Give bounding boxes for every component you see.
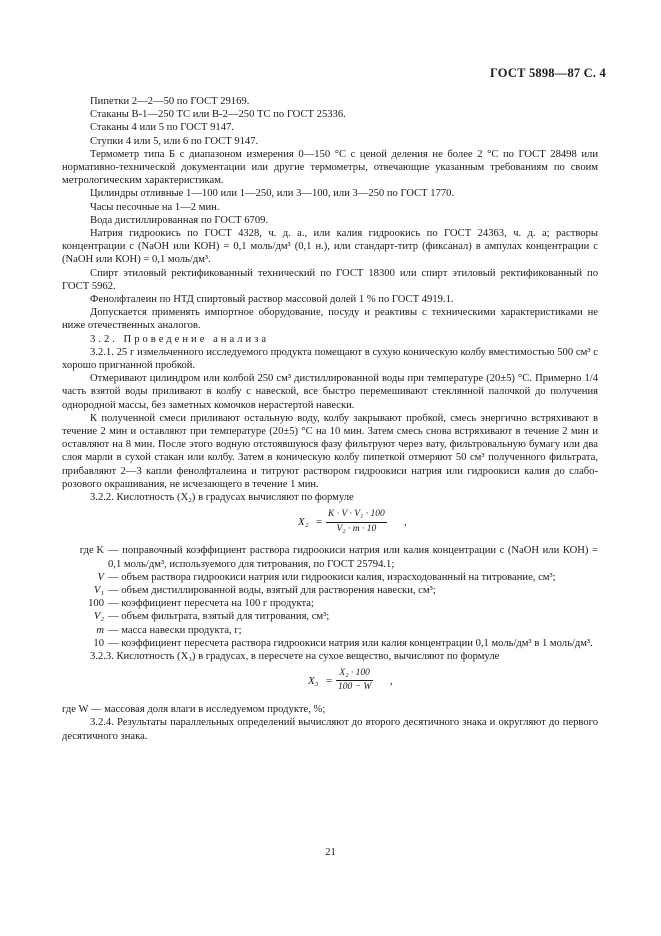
paragraph: Спирт этиловый ректификованный технический по ГОСТ 18300 или спирт этиловый ректификованный по ГОСТ 5962.	[62, 267, 598, 292]
formula-equals: =	[316, 516, 323, 529]
formula-fraction	[336, 667, 373, 694]
definition-row	[62, 597, 598, 610]
paragraph: 3.2.3. Кислотность (X₃) в градусах, в пересчете на сухое вещество, вычисляют по формуле	[90, 650, 500, 662]
definition-text: — коэффициент пересчета на 100 г продукта;	[108, 598, 314, 610]
definition-symbol: 100	[88, 598, 104, 610]
formula-denominator: V₂ · m · 10	[336, 523, 377, 534]
definition-symbol: где K	[79, 545, 104, 557]
paragraph: Фенолфталеин по НТД спиртовый раствор массовой долей 1 % по ГОСТ 4919.1.	[90, 294, 454, 306]
paragraph: 3.2.1. 25 г измельченного исследуемого продукта помещают в сухую коническую колбу вместимостью 500 см³ с хорошо пригнанной пробкой.	[62, 346, 598, 372]
paragraph: Допускается применять импортное оборудование, посуду и реактивы с техническими характеристиками не ниже отечественных аналогов.	[62, 307, 598, 332]
paragraph: Стаканы В-1—250 ТС или В-2—250 ТС по ГОСТ 25336.	[90, 109, 346, 121]
definition-row	[62, 624, 598, 637]
definition-symbol: m	[96, 624, 104, 636]
definition-row	[62, 584, 598, 597]
formula-denominator: 100 − W	[338, 682, 372, 693]
formula-equals: =	[326, 675, 333, 688]
page-number: 21	[325, 847, 336, 858]
formula-numerator: X₂ · 100	[336, 667, 373, 681]
formula-x2	[62, 504, 598, 544]
formula-comma: ,	[404, 516, 407, 529]
formula-numerator: K · V · V₁ · 100	[326, 508, 387, 522]
definition-text: — объем дистиллированной воды, взятый для растворения навески, см³;	[108, 584, 436, 596]
paragraph: Натрия гидроокись по ГОСТ 4328, ч. д. а., или калия гидроокись по ГОСТ 24363, ч. д. а; растворы концентрации с (NaOH или КОН) = 0,1 моль/дм³ (0,1 н.), или стандарт-титр (фиксанал) в ампулах концентрации с (NaOH или КОН) = 0,1 моль/дм³.	[62, 228, 598, 266]
paragraph: Термометр типа Б с диапазоном измерения 0—150 °С с ценой деления не более 2 °С по ГОСТ 28498 или нормативно-технической документации или другие термометры, отвечающие указанным требованиям по своим метрологическим характеристикам.	[62, 148, 598, 187]
paragraph: где W — массовая доля влаги в исследуемом продукте, %;	[62, 704, 326, 716]
definition-symbol: 10	[93, 637, 104, 649]
paragraph: 3.2.2. Кислотность (X₂) в градусах вычисляют по формуле	[90, 492, 354, 504]
definition-text: — объем фильтрата, взятый для титрования, см³;	[108, 611, 330, 623]
formula-comma: ,	[390, 675, 393, 688]
definition-symbol: V₁	[93, 584, 104, 596]
formula-lhs: X₃	[308, 675, 319, 688]
definition-row	[62, 610, 598, 623]
paragraph: Вода дистиллированная по ГОСТ 6709.	[90, 214, 269, 226]
definition-text: — поправочный коэффициент раствора гидроокиси натрия или калия концентрации с (NaOH или КОН) = 0,1 моль/дм³, используемого для титрования, по ГОСТ 25794.1;	[108, 545, 598, 570]
paragraph: Пипетки 2—2—50 по ГОСТ 29169.	[90, 96, 250, 107]
paragraph: К полученной смеси приливают остальную воду, колбу закрывают пробкой, смесь энергично встряхивают в течение 2 мин и оставляют при температуре (20±5) °С на 10 мин. Затем смесь снова встряхивают в течение 2 мин и оставляют на 8 мин. После этого водную отстоявшуюся фазу фильтруют через вату, фильтровальную бумагу или два слоя марли в сухой стакан или колбу. Затем в коническую колбу пипеткой отмеряют 50 см³ полученного фильтрата, прибавляют 2—3 капли фенолфталеина и титруют раствором гидроокиси натрия или гидроокиси калия до слабо-розового окрашивания, не исчезающего в течение 1 мин.	[62, 412, 598, 490]
variable-definitions	[62, 544, 598, 650]
paragraph: Стаканы 4 или 5 по ГОСТ 9147.	[90, 122, 234, 134]
paragraph: Ступки 4 или 5, или 6 по ГОСТ 9147.	[90, 135, 259, 147]
definition-text: — объем раствора гидроокиси натрия или гидроокиси калия, израсходованный на титрование, см³;	[108, 571, 556, 583]
definition-row	[62, 544, 598, 570]
formula-x3	[62, 663, 598, 703]
definition-row	[62, 637, 598, 650]
definition-text: — коэффициент пересчета раствора гидроокиси натрия или калия концентрации 0,1 моль/дм³ в 1 моль/дм³.	[108, 637, 593, 649]
paragraph: Часы песочные на 1—2 мин.	[90, 201, 220, 213]
definition-symbol: V	[97, 571, 104, 583]
page-header: ГОСТ 5898—87 С. 4	[489, 66, 606, 80]
formula-fraction	[326, 508, 387, 535]
section-heading: 3.2. Проведение анализа	[90, 333, 270, 345]
definition-row	[62, 571, 598, 584]
body-text	[62, 95, 598, 743]
paragraph: 3.2.4. Результаты параллельных определений вычисляют до второго десятичного знака и округляют до первого десятичного знака.	[62, 717, 598, 742]
definition-symbol: V₂	[93, 611, 104, 623]
formula-lhs: X₂	[298, 516, 309, 529]
definition-text: — масса навески продукта, г;	[108, 624, 242, 636]
paragraph: Отмеривают цилиндром или колбой 250 см³ дистиллированной воды при температуре (20±5) °С. Примерно 1/4 часть взятой воды приливают в колбу с навеской, все быстро перемешивают стеклянной палочкой до получения однородной массы, без заметных комочков нерастертой навески.	[62, 373, 598, 411]
paragraph: Цилиндры отливные 1—100 или 1—250, или 3—100, или 3—250 по ГОСТ 1770.	[90, 188, 455, 200]
